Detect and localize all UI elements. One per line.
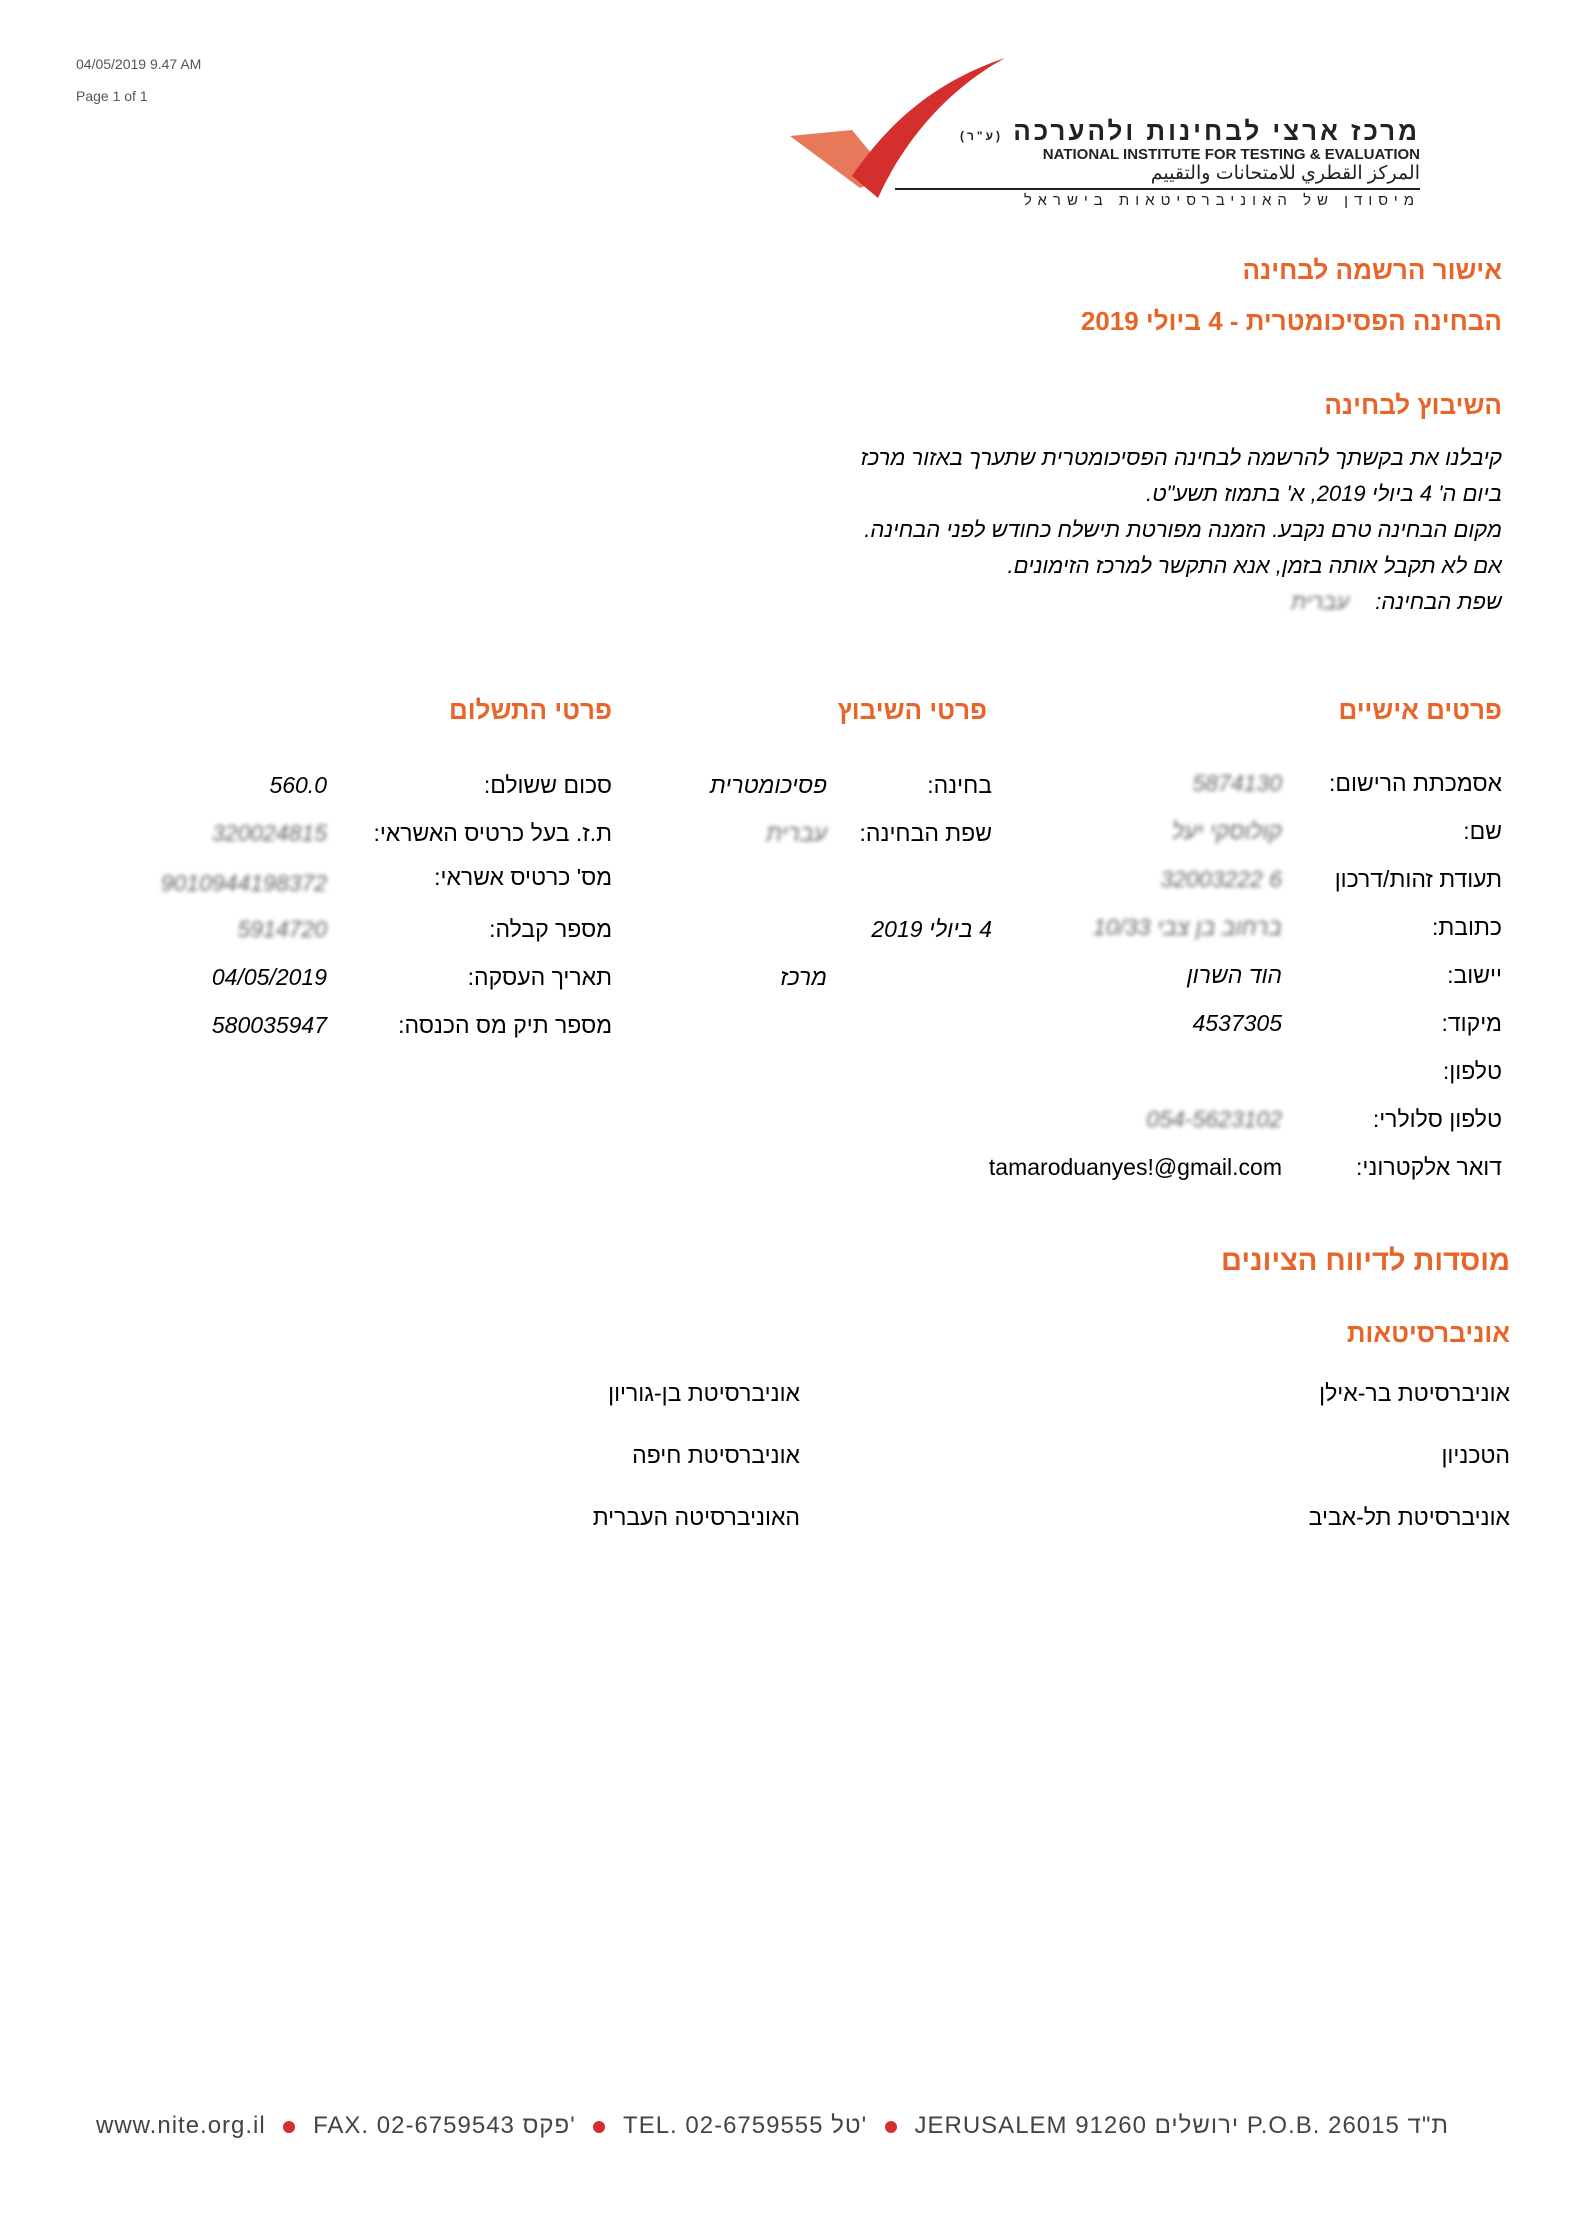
personal-label: אסמכתת הרישום: (1329, 770, 1502, 796)
personal-email-value: tamaroduanyes!@gmail.com (988, 1154, 1282, 1180)
personal-label: תעודת זהות/דרכון (1334, 866, 1502, 892)
payment-value: 04/05/2019 (211, 964, 327, 990)
logo-divider (895, 188, 1420, 190)
payment-value: 560.0 (269, 772, 327, 798)
payment-label: מספר תיק מס הכנסה: (398, 1012, 612, 1038)
placement-language-line (602, 584, 1502, 620)
payment-label: מספר קבלה: (489, 916, 612, 942)
payment-value: 5914720 (237, 916, 327, 942)
personal-label: מיקוד: (1441, 1010, 1502, 1036)
footer-tel: TEL. 02-6759555 טל' (623, 2112, 868, 2139)
institution-item: אוניברסיטת בן-גוריון (608, 1380, 800, 1406)
reporting-subheading: אוניברסיטאות (1346, 1318, 1510, 1348)
payment-label: תאריך העסקה: (467, 964, 612, 990)
bullet-icon (283, 2121, 295, 2133)
placement-line: ביום ה' 4 ביולי 2019, א' בתמוז תשע"ט. (1146, 481, 1502, 506)
payment-label: מס' כרטיס אשראי: (434, 864, 612, 890)
logo-hebrew-name: מרכז ארצי לבחינות ולהערכה (1013, 116, 1420, 146)
placement-line: אם לא תקבל אותה בזמן, אנא התקשר למרכז הזימונים. (1007, 553, 1502, 578)
logo-tagline: מיסודן של האוניברסיטאות בישראל (1023, 192, 1420, 209)
personal-label: דואר אלקטרוני: (1356, 1154, 1502, 1180)
institution-item: אוניברסיטת חיפה (632, 1442, 800, 1468)
assignment-region-value: מרכז (780, 964, 827, 990)
assignment-heading: פרטי השיבוץ (837, 695, 987, 725)
personal-label: טלפון סלולרי: (1372, 1106, 1502, 1132)
institution-item: האוניברסיטה העברית (592, 1504, 800, 1530)
footer-website: www.nite.org.il (96, 2112, 266, 2139)
institution-item: הטכניון (1441, 1442, 1510, 1468)
footer-address: JERUSALEM 91260 ירושלים P.O.B. 26015 ת"ד (914, 2112, 1449, 2139)
personal-label: שם: (1463, 818, 1502, 844)
page-counter: Page 1 of 1 (76, 88, 148, 104)
placement-line: קיבלנו את בקשתך להרשמה לבחינה הפסיכומטרית שתערך באזור מרכז (860, 445, 1502, 470)
assignment-value: פסיכומטרית (709, 772, 827, 798)
page-subtitle: הבחינה הפסיכומטרית - 4 ביולי 2019 (1080, 306, 1502, 336)
payment-value: 9010944198372 (160, 870, 327, 896)
personal-value: הוד השרון (1186, 962, 1282, 988)
personal-value: 6 32003222 (1160, 866, 1282, 892)
personal-value: קולוסקי יעל (1171, 818, 1282, 844)
assignment-label: בחינה: (927, 772, 992, 798)
placement-language-value: עברית (1290, 589, 1350, 614)
reporting-heading: מוסדות לדיווח הציונים (1221, 1245, 1510, 1277)
placement-paragraph (602, 440, 1502, 620)
payment-label: סכום ששולם: (483, 772, 612, 798)
assignment-date-value: 4 ביולי 2019 (871, 916, 992, 942)
payment-heading: פרטי התשלום (449, 695, 612, 725)
footer-contact (96, 2112, 1449, 2140)
payment-value: 580035947 (211, 1012, 327, 1038)
institution-item: אוניברסיטת בר-אילן (1319, 1380, 1510, 1406)
personal-label: טלפון: (1442, 1058, 1502, 1084)
personal-heading: פרטים אישיים (1338, 695, 1502, 725)
personal-value: 5874130 (1192, 770, 1282, 796)
personal-label: יישוב: (1447, 962, 1502, 988)
personal-value: 054-5623102 (1146, 1106, 1282, 1132)
institution-item: אוניברסיטת תל-אביב (1308, 1504, 1510, 1530)
placement-language-label: שפת הבחינה: (1375, 589, 1502, 614)
payment-label: ת.ז. בעל כרטיס האשראי: (373, 820, 612, 846)
placement-heading: השיבוץ לבחינה (1324, 390, 1502, 420)
personal-value: ברחוב בן צבי 10/33 (1093, 914, 1282, 940)
payment-value: 320024815 (211, 820, 327, 846)
assignment-label: שפת הבחינה: (859, 820, 992, 846)
footer-fax: FAX. 02-6759543 פקס' (313, 2112, 576, 2139)
personal-label: כתובת: (1432, 914, 1502, 940)
print-datetime: 04/05/2019 9.47 AM (76, 56, 202, 72)
personal-value: 4537305 (1192, 1010, 1282, 1036)
logo-arabic-name: المركز القطري للامتحانات والتقييم (1150, 163, 1420, 184)
logo-english-name: NATIONAL INSTITUTE FOR TESTING & EVALUATION (1042, 146, 1420, 163)
assignment-value: עברית (766, 820, 827, 846)
nite-logo (780, 58, 1430, 218)
bullet-icon (885, 2121, 897, 2133)
bullet-icon (593, 2121, 605, 2133)
placement-line: מקום הבחינה טרם נקבע. הזמנה מפורטת תישלח כחודש לפני הבחינה. (864, 517, 1502, 542)
page-title: אישור הרשמה לבחינה (1242, 255, 1502, 285)
logo-hebrew-suffix: (ע"ר) (959, 129, 1003, 143)
